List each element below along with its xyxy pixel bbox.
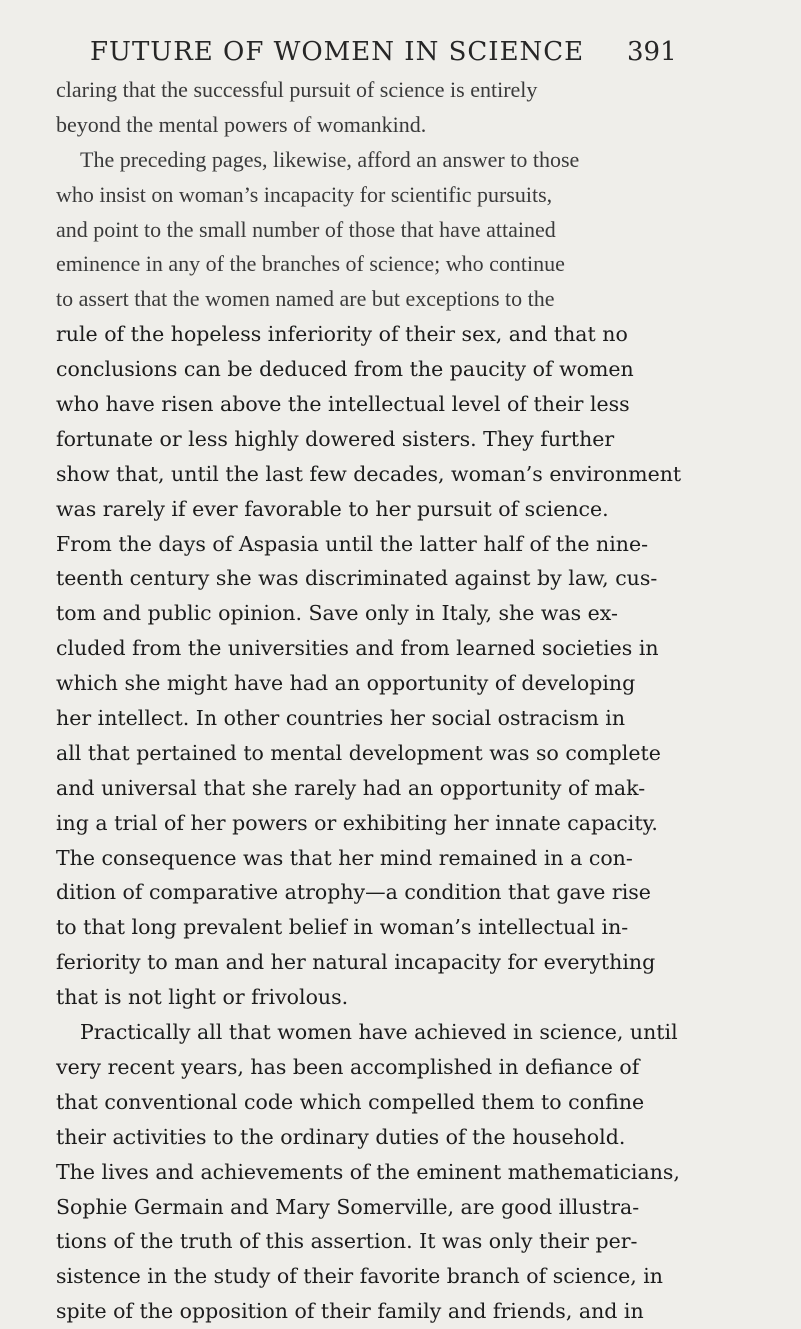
text-line: beyond the mental powers of womankind. (56, 111, 427, 137)
page-header (0, 37, 801, 77)
text-line: rule of the hopeless inferiority of their sex, and that no (56, 322, 628, 347)
running-head: FUTURE OF WOMEN IN SCIENCE (90, 37, 585, 67)
paragraph-start-line: The preceding pages, likewise, afford an answer to those (80, 146, 580, 172)
text-line: tions of the truth of this assertion. It was only their per- (56, 1229, 638, 1254)
text-line: From the days of Aspasia until the latter half of the nine- (56, 531, 649, 556)
text-line: and universal that she rarely had an opportunity of mak- (56, 775, 646, 800)
text-line: tom and public opinion. Save only in Italy, she was ex- (56, 601, 618, 626)
text-line: dition of comparative atrophy—a condition that gave rise (56, 880, 651, 905)
text-line: feriority to man and her natural incapacity for everything (56, 950, 656, 975)
text-line: claring that the successful pursuit of science is entirely (56, 77, 538, 102)
text-line: and point to the small number of those that have attained (56, 216, 556, 242)
text-line: all that pertained to mental development was so complete (56, 740, 661, 765)
text-line: cluded from the universities and from learned societies in (56, 636, 659, 661)
text-line: eminence in any of the branches of science; who continue (56, 251, 565, 277)
text-line: very recent years, has been accomplished in defiance of (56, 1054, 640, 1079)
text-line: fortunate or less highly dowered sisters. They further (56, 426, 615, 451)
text-line: ing a trial of her powers or exhibiting her innate capacity. (56, 810, 658, 835)
text-line: The lives and achievements of the eminent mathematicians, (56, 1159, 680, 1184)
page-number: 391 (627, 37, 677, 67)
text-line: her intellect. In other countries her social ostracism in (56, 706, 626, 731)
text-line: show that, until the last few decades, woman’s environment (56, 461, 682, 486)
text-line: to assert that the women named are but exceptions to the (56, 286, 555, 312)
paragraph-start-line: Practically all that women have achieved in science, until (80, 1020, 678, 1045)
text-line: The consequence was that her mind remained in a con- (56, 845, 633, 870)
text-line: that is not light or frivolous. (56, 985, 349, 1010)
text-line: to that long prevalent belief in woman’s intellectual in- (56, 915, 629, 940)
text-line: spite of the opposition of their family and friends, and in (56, 1299, 644, 1324)
text-line: conclusions can be deduced from the paucity of women (56, 357, 634, 382)
text-line: sistence in the study of their favorite branch of science, in (56, 1264, 664, 1289)
body-text (56, 73, 746, 1329)
text-line: teenth century she was discriminated against by law, cus- (56, 566, 658, 591)
text-line: their activities to the ordinary duties of the household. (56, 1124, 626, 1149)
text-line: which she might have had an opportunity of developing (56, 671, 636, 696)
text-line: that conventional code which compelled them to confine (56, 1089, 645, 1114)
text-line: who insist on woman’s incapacity for scientific pursuits, (56, 181, 553, 207)
text-line: was rarely if ever favorable to her pursuit of science. (56, 496, 609, 521)
text-line: who have risen above the intellectual level of their less (56, 392, 630, 417)
text-line: Sophie Germain and Mary Somerville, are good illustra- (56, 1194, 640, 1219)
